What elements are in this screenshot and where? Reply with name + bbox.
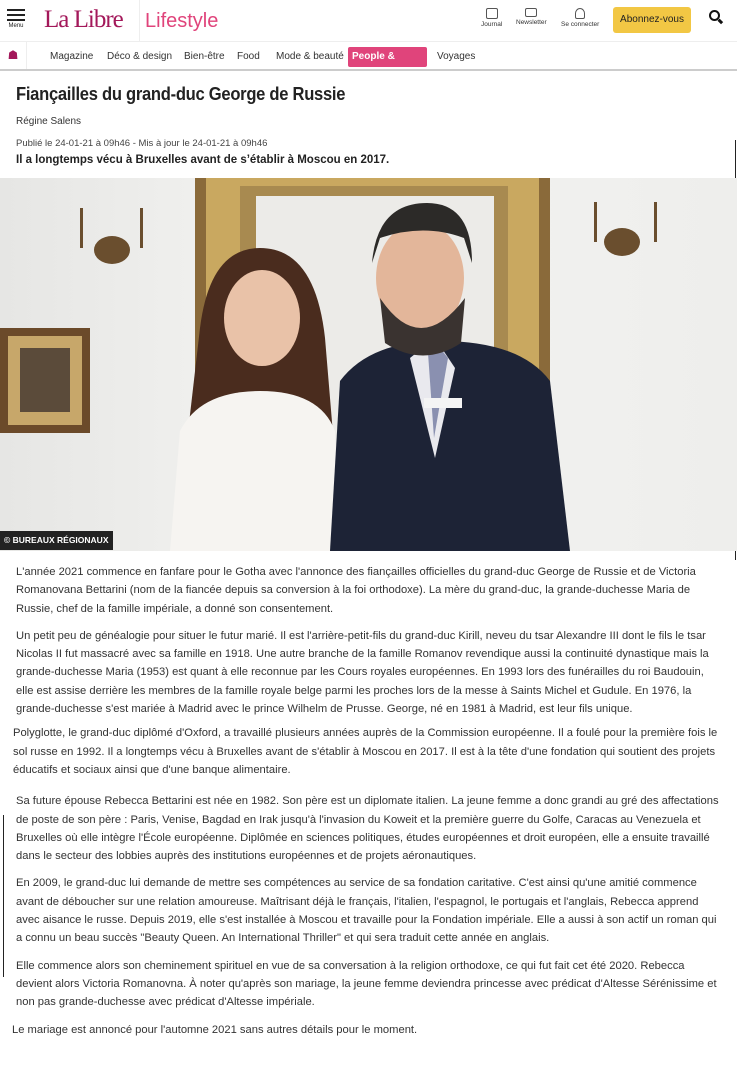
newsletter-icon bbox=[525, 8, 537, 17]
newsletter-button[interactable] bbox=[516, 8, 547, 26]
paragraph: Le mariage est annoncé pour l'automne 2021 sans autres détails pour le moment. bbox=[12, 1023, 418, 1036]
home-icon[interactable]: ☗ bbox=[0, 42, 27, 69]
login-label: Se connecter bbox=[561, 21, 600, 28]
newsletter-label: Newsletter bbox=[516, 19, 547, 26]
section-title[interactable]: Lifestyle bbox=[145, 10, 219, 32]
nav-voyages[interactable]: Voyages bbox=[437, 51, 476, 62]
divider bbox=[139, 0, 140, 42]
nav-mode-beaute[interactable]: Mode & beauté bbox=[276, 51, 344, 62]
paragraph: Sa future épouse Rebecca Bettarini est née en 1982. Son père est un diplomate italien. La jeune femme a donc grandi au gré des affectations de poste de son père : Paris, Venise, Bagdad en Irak jusqu'à l'invasion du Koweit et la première guerre du Golfe, Caracas au Venezuela et Bruxelles où elle intègre l'École européenne. Diplômée en sciences politiques, études européennes et droit européen, elle a ensuite travaillé dans le secteur des lobbies auprès des institutions européennes et de projets aéronautiques. bbox=[16, 795, 719, 863]
nav-people-royals[interactable]: People & royals bbox=[348, 47, 427, 67]
publish-date: Publié le 24-01-21 à 09h46 - Mis à jour le 24-01-21 à 09h46 bbox=[16, 138, 268, 149]
article-lead: Il a longtemps vécu à Bruxelles avant de s’établir à Moscou en 2017. bbox=[16, 154, 390, 166]
photo-credit: © BUREAUX RÉGIONAUX bbox=[0, 531, 113, 550]
menu-button[interactable] bbox=[6, 9, 26, 29]
journal-label: Journal bbox=[481, 21, 503, 28]
couple-photo bbox=[0, 178, 737, 551]
search-icon[interactable] bbox=[709, 10, 720, 21]
menu-label: Menu bbox=[8, 23, 24, 29]
nav-food[interactable]: Food bbox=[237, 51, 260, 62]
page-title: Fiançailles du grand-duc George de Russie bbox=[16, 84, 346, 104]
section-nav bbox=[0, 42, 737, 82]
paragraph: Un petit peu de généalogie pour situer le futur marié. Il est l'arrière-petit-fils du grand-duc Kirill, neveu du tsar Alexandre III dont le fils le tsar Nicolas II fut massacré avec sa famille en 1918. Une autre branche de la famille Romanov revendique aussi la continuité dynastique mais la grande-duchesse Maria (1953) est quant à elle reconnue par les Cours royales européennes. En 1993 lors des funérailles du roi Baudouin, elle est assise derrière les membres de la famille royale belge parmi les proches lors de la messe à Saints Michel et Gudule. En 1976, la grande-duchesse s'est mariée à Madrid avec le prince Wilhelm de Prusse. George, né en 1981 à Madrid, est leur fils unique. bbox=[16, 629, 709, 716]
site-logo[interactable]: La Libre bbox=[44, 6, 123, 33]
user-icon bbox=[575, 8, 585, 19]
paragraph: L'année 2021 commence en fanfare pour le Gotha avec l'annonce des fiançailles officielles du grand-duc George de Russie et de Victoria Romanovana Bettarini (nom de la fiancée depuis sa conversion à la foi orthodoxe). La mère du grand-duc, la grande-duchesse Maria de Russie, chef de la famille impériale, a donné son consentement. bbox=[16, 566, 696, 615]
login-button[interactable] bbox=[561, 8, 599, 28]
journal-icon bbox=[486, 8, 498, 19]
paragraph: Polyglotte, le grand-duc diplômé d'Oxford, a travaillé plusieurs années auprès de la Commission européenne. Il a foulé pour la première fois le sol russe en 1992. Il a longtemps vécu à Bruxelles avant de s'établir à Moscou en 2017. Il est à la tête d'une fondation qui soutient des projets éducatifs et sociaux ainsi que d'une banque alimentaire. bbox=[13, 727, 718, 776]
nav-deco-design[interactable]: Déco & design bbox=[107, 51, 173, 62]
nav-bien-etre[interactable]: Bien-être bbox=[184, 51, 225, 62]
article-body bbox=[0, 563, 737, 1048]
subscribe-button[interactable]: Abonnez-vous bbox=[613, 7, 691, 33]
nav-magazine[interactable]: Magazine bbox=[50, 51, 94, 62]
paragraph: Elle commence alors son cheminement spirituel en vue de sa conversation à la religion orthodoxe, ce qui fut fait cet été 2020. Rebecca devient alors Victoria Romanovna. À noter qu'après son mariage, la jeune femme deviendra princesse avec prédicat d'Altesse Sérénissime et non pas grande-duchesse avec prédicat d'Altesse impériale. bbox=[16, 959, 717, 1009]
article-photo bbox=[0, 178, 737, 551]
author[interactable]: Régine Salens bbox=[16, 116, 82, 127]
journal-button[interactable] bbox=[481, 8, 502, 28]
site-header bbox=[0, 0, 737, 42]
paragraph: En 2009, le grand-duc lui demande de mettre ses compétences au service de sa fondation caritative. C'est ainsi qu'une amitié commence avant de déboucher sur une relation amoureuse. Maîtrisant déjà le français, l'italien, l'espagnol, le portugais et l'anglais, Rebecca apprend avec aisance le russe. Depuis 2019, elle s'est installée à Moscou et travaille pour la Fondation impériale. Elle a aussi à son actif un roman qui a connu un beau succès "Beauty Queen. An International Thriller" et qui sera traduit cette année en anglais. bbox=[16, 877, 717, 945]
